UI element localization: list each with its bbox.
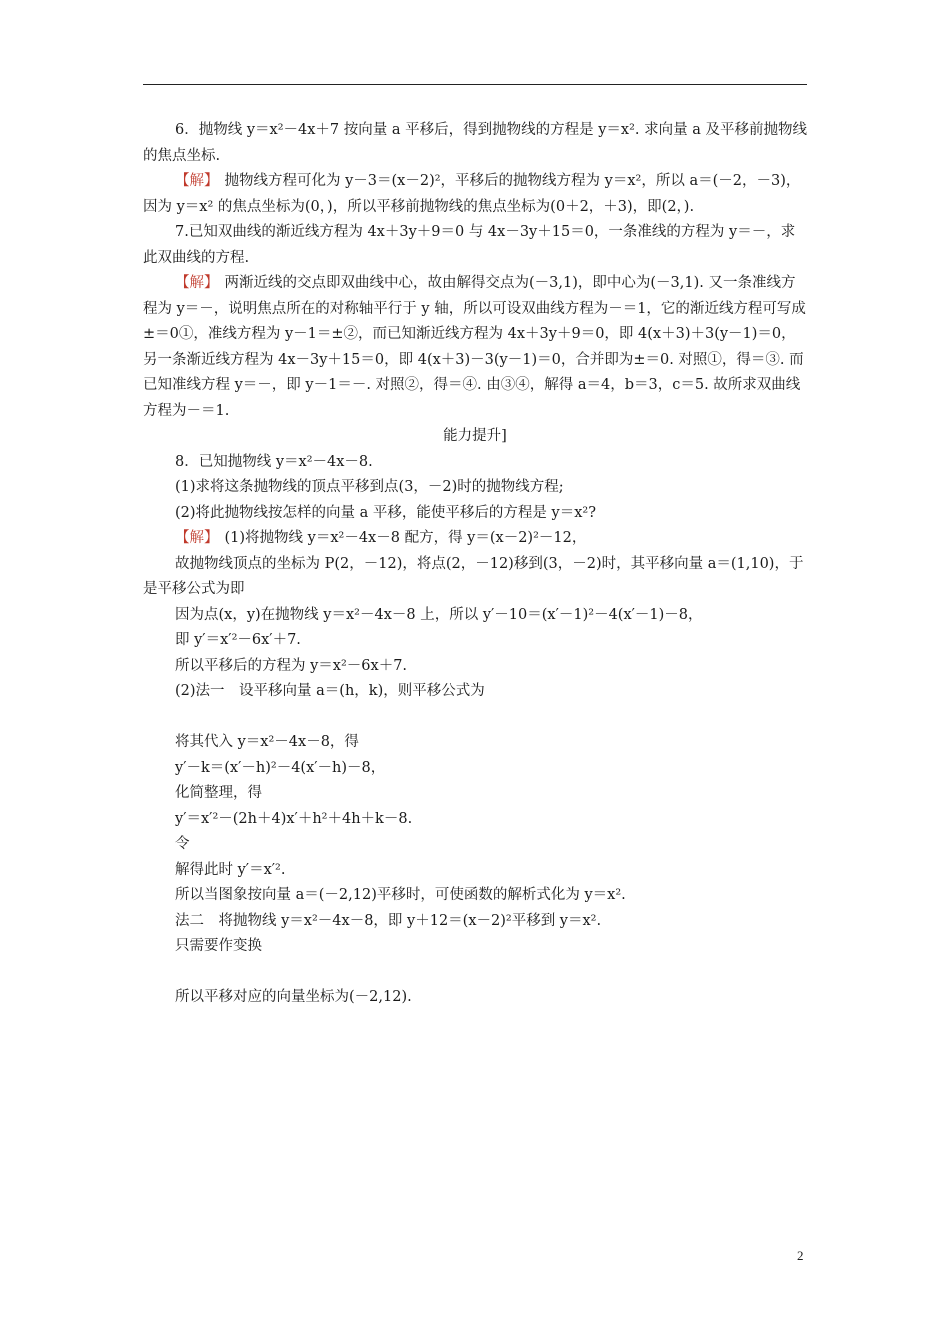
q8-line: 解得此时 y′＝x′².	[175, 861, 286, 878]
q7-answer	[143, 271, 807, 424]
q8-solution-first-text: (1)将抛物线 y＝x²－4x－8 配方，得 y＝(x－2)²－12，	[224, 530, 587, 546]
q8-solution-tag: 【解】	[175, 530, 219, 546]
q6-answer	[143, 169, 807, 220]
q7-question: 7.已知双曲线的渐近线方程为 4x＋3y＋9＝0 与 4x－3y＋15＝0，一条准线的方程为 y＝－，求此双曲线的方程.	[143, 224, 796, 266]
q8-line: y′－k＝(x′－h)²－4(x′－h)－8，	[175, 759, 386, 776]
q8-line: 将其代入 y＝x²－4x－8，得	[175, 734, 359, 750]
document-body	[143, 118, 807, 1011]
q8-line: y′＝x′²－(2h＋4)x′＋h²＋4h＋k－8.	[175, 810, 413, 827]
q8-line: 所以当图象按向量 a＝(－2,12)平移时，可使函数的解析式化为 y＝x².	[175, 887, 626, 903]
q8-part1: (1)求将这条抛物线的顶点平移到点(3，－2)时的抛物线方程;	[175, 479, 564, 495]
page-number: 2	[797, 1248, 804, 1263]
q8-solution-para: 故抛物线顶点的坐标为 P(2，－12)，将点(2，－12)移到(3，－2)时，其平移向量 a＝(1,10)，于是平移公式为即	[143, 555, 804, 597]
q8-line: 令	[175, 836, 190, 852]
q6-question: 6．抛物线 y＝x²－4x＋7 按向量 a 平移后，得到抛物线的方程是 y＝x². 求向量 a 及平移前抛物线的焦点坐标.	[143, 122, 807, 164]
q6-solution-tag: 【解】	[175, 173, 219, 189]
q8-title: 8．已知抛物线 y＝x²－4x－8.	[175, 453, 373, 470]
q8-line: 因为点(x，y)在抛物线 y＝x²－4x－8 上，所以 y′－10＝(x′－1)²－4(x′－1)－8，	[175, 606, 703, 623]
q8-solution-first	[143, 526, 807, 552]
section-heading: 能力提升]	[443, 428, 507, 444]
q8-line: 即 y′＝x′²－6x′＋7.	[175, 632, 301, 648]
q8-part2: (2)将此抛物线按怎样的向量 a 平移，能使平移后的方程是 y＝x²?	[175, 504, 596, 521]
q8-line: (2)法一 设平移向量 a＝(h，k)，则平移公式为	[175, 683, 485, 699]
q6-answer-text: 抛物线方程可化为 y－3＝(x－2)²，平移后的抛物线方程为 y＝x²，所以 a＝(－2，－3)，因为 y＝x² 的焦点坐标为(0，)，所以平移前抛物线的焦点坐标为(0＋2，＋3)，即(2，).	[143, 173, 801, 215]
q8-final-line: 所以平移对应的向量坐标为(－2,12).	[175, 989, 412, 1005]
q7-answer-text: 两渐近线的交点即双曲线中心，故由解得交点为(－3,1)，即中心为(－3,1). 又一条准线方程为 y＝－，说明焦点所在的对称轴平行于 y 轴，所以可设双曲线方程为－＝1，它的渐近线方程可写成±＝0①，准线方程为 y－1＝±②，而已知渐近线方程为 4x＋3y＋9＝0，即 4(x＋3)＋3(y－1)＝0，另一条渐近线方程为 4x－3y＋15＝0，即 4(x＋3)－3(y－1)＝0，合并即为±＝0. 对照①，得＝③. 而已知准线方程 y＝－，即 y－1＝－. 对照②，得＝④. 由③④，解得 a＝4，b＝3，c＝5. 故所求双曲线方程为－＝1.	[143, 275, 806, 419]
q8-line: 化简整理，得	[175, 785, 262, 801]
formula-gap	[143, 960, 807, 986]
q8-line: 只需要作变换	[175, 938, 262, 954]
formula-gap	[143, 705, 807, 731]
q8-line: 法二 将抛物线 y＝x²－4x－8，即 y＋12＝(x－2)²平移到 y＝x².	[175, 912, 602, 929]
q8-line: 所以平移后的方程为 y＝x²－6x＋7.	[175, 657, 408, 674]
q7-solution-tag: 【解】	[175, 275, 219, 291]
header-rule	[143, 84, 807, 85]
